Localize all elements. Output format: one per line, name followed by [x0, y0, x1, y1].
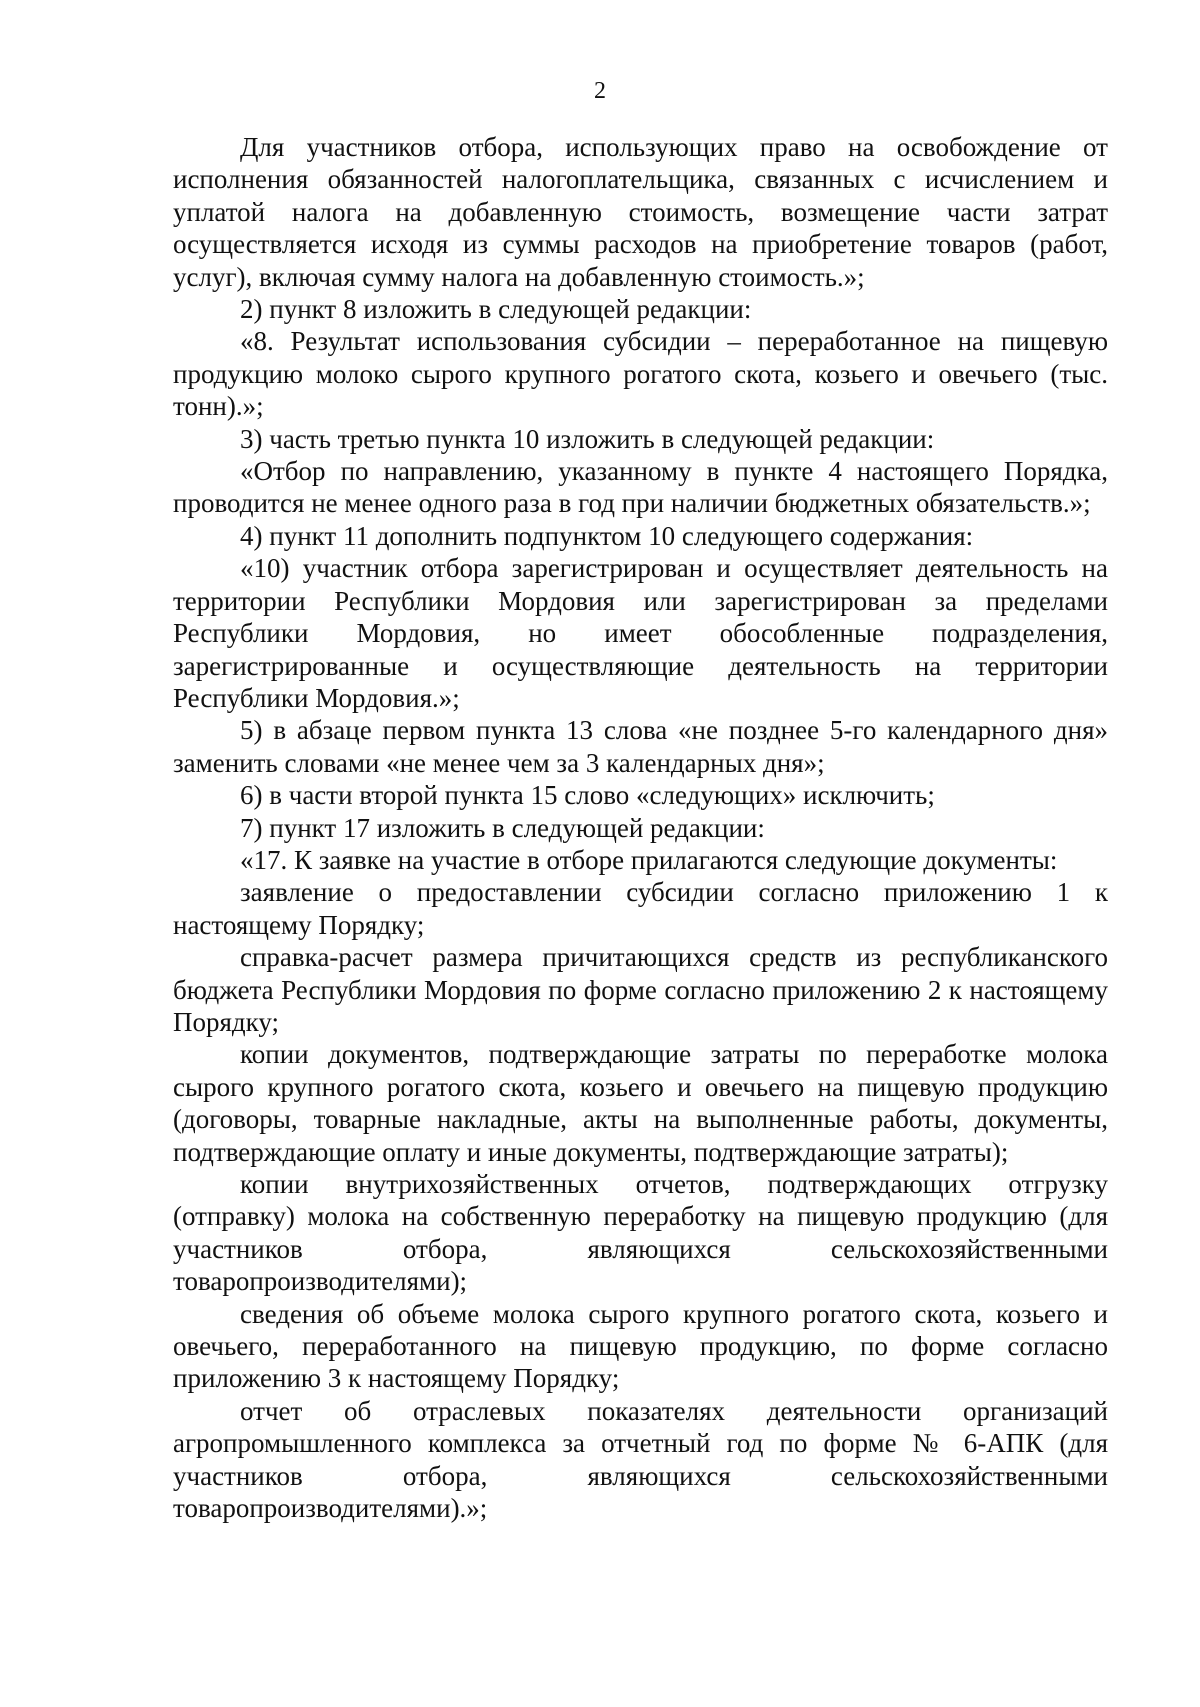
paragraph-item-6: 6) в части второй пункта 15 слово «следующих» исключить; [240, 780, 935, 811]
page-number: 2 [594, 78, 606, 104]
paragraph-item-2: 2) пункт 8 изложить в следующей редакции: [240, 294, 752, 325]
paragraph-point-8-text: «8. Результат использования субсидии – переработанное на пищевую продукцию молоко сырого крупного рогатого скота, козьего и овечьего (тыс. тонн).»; [173, 326, 1108, 422]
paragraph-doc-6-apk-report: отчет об отраслевых показателях деятельности организаций агропромышленного комплекса за отчетный год по форме № 6-АПК (для участников отбора, являющихся сельскохозяйственными товаропроизводителями).»; [173, 1395, 1108, 1524]
paragraph-subpoint-10-text: «10) участник отбора зарегистрирован и осуществляет деятельность на территории Республики Мордовия или зарегистрирован за пределами Республики Мордовия, но имеет обособленные подразделения, зарегистрированные и осуществляющие деятельность на территории Республики Мордовия.»; [173, 553, 1108, 713]
document-body [173, 131, 1108, 1524]
paragraph-doc-cost-copies: копии документов, подтверждающие затраты по переработке молока сырого крупного рогатого скота, козьего и овечьего на пищевую продукцию (договоры, товарные накладные, акты на выполненные работы, документы, подтверждающие оплату и иные документы, подтверждающие затраты); [173, 1039, 1108, 1167]
paragraph-item-4: 4) пункт 11 дополнить подпунктом 10 следующего содержания: [240, 520, 974, 551]
paragraph-item-3: 3) часть третью пункта 10 изложить в следующей редакции: [240, 423, 935, 454]
paragraph-item-5: 5) в абзаце первом пункта 13 слова «не позднее 5-го календарного дня» заменить словами «не менее чем за 3 календарных дня»; [173, 715, 1108, 778]
paragraph-doc-calculation: справка-расчет размера причитающихся средств из республиканского бюджета Республики Мордовия по форме согласно приложению 2 к настоящему Порядку; [173, 942, 1108, 1037]
paragraph-doc-internal-reports: копии внутрихозяйственных отчетов, подтверждающих отгрузку (отправку) молока на собственную переработку на пищевую продукцию (для участников отбора, являющихся сельскохозяйственными товаропроизводителями); [173, 1169, 1108, 1297]
paragraph-point-17-intro: «17. К заявке на участие в отборе прилагаются следующие документы: [240, 844, 1058, 875]
paragraph-item-7: 7) пункт 17 изложить в следующей редакции: [240, 812, 765, 843]
paragraph-vat-exemption: Для участников отбора, использующих право на освобождение от исполнения обязанностей налогоплательщика, связанных с исчислением и уплатой налога на добавленную стоимость, возмещение части затрат осуществляется исходя из суммы расходов на приобретение товаров (работ, услуг), включая сумму налога на добавленную стоимость.»; [173, 132, 1108, 292]
paragraph-doc-application: заявление о предоставлении субсидии согласно приложению 1 к настоящему Порядку; [173, 877, 1108, 940]
paragraph-selection-frequency: «Отбор по направлению, указанному в пункте 4 настоящего Порядка, проводится не менее одного раза в год при наличии бюджетных обязательств.»; [173, 456, 1108, 519]
paragraph-doc-milk-volume: сведения об объеме молока сырого крупного рогатого скота, козьего и овечьего, переработанного на пищевую продукцию, по форме согласно приложению 3 к настоящему Порядку; [173, 1298, 1108, 1394]
